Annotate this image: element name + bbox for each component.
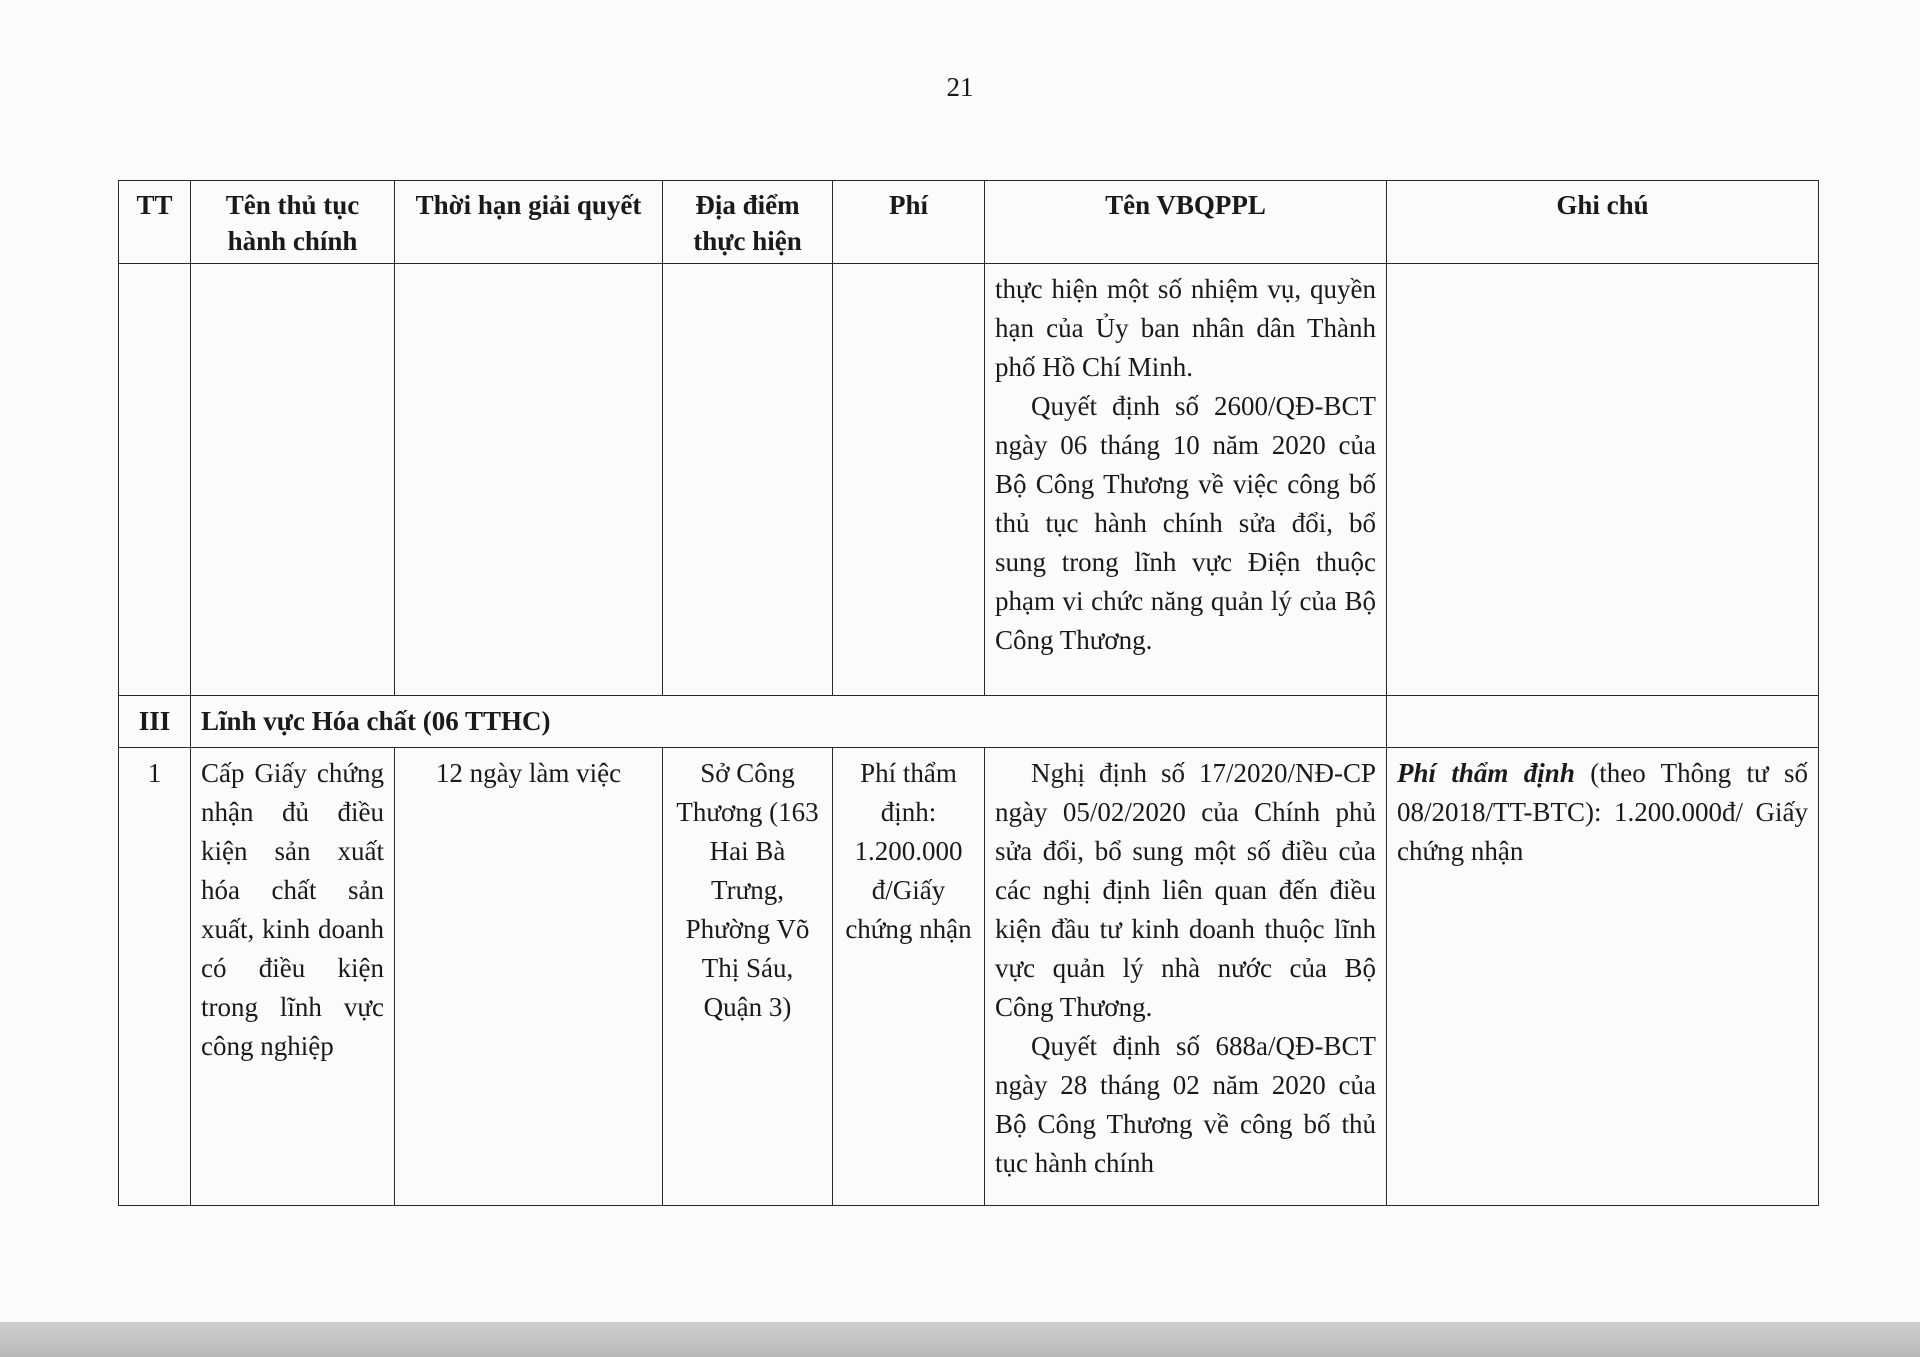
section-row: [119, 696, 1819, 748]
legal-docs-decision-688a: Quyết định số 688a/QĐ-BCT ngày 28 tháng 02 năm 2020 của Bộ Công Thương về công bố thủ tục hành chính: [995, 1031, 1376, 1178]
row-fee: Phí thẩm định: 1.200.000 đ/Giấy chứng nhận: [833, 748, 985, 1206]
section-number: III: [119, 696, 191, 748]
row-procedure-name: Cấp Giấy chứng nhận đủ điều kiện sản xuất hóa chất sản xuất, kinh doanh có điều kiện trong lĩnh vực công nghiệp: [191, 748, 395, 1206]
notes-text: [1397, 754, 1808, 871]
legal-docs-decree-17: Nghị định số 17/2020/NĐ-CP ngày 05/02/2020 của Chính phủ sửa đổi, bổ sung một số điều của các nghị định liên quan đến điều kiện đầu tư kinh doanh thuộc lĩnh vực quản lý nhà nước của Bộ Công Thương.: [995, 758, 1376, 1022]
table-row-continuation: [119, 264, 1819, 696]
cell-location-empty: [663, 264, 833, 696]
section-title: Lĩnh vực Hóa chất (06 TTHC): [191, 696, 1387, 748]
cell-duration-empty: [395, 264, 663, 696]
procedures-table: [118, 180, 1819, 1206]
header-procedure-name: Tên thủ tục hành chính: [191, 181, 395, 264]
table-header-row: [119, 181, 1819, 264]
notes-fee-label: Phí thẩm định: [1397, 758, 1575, 788]
header-notes: Ghi chú: [1387, 181, 1819, 264]
row-duration: 12 ngày làm việc: [395, 748, 663, 1206]
row-location: Sở Công Thương (163 Hai Bà Trưng, Phường Võ Thị Sáu, Quận 3): [663, 748, 833, 1206]
legal-docs-decision-2600: Quyết định số 2600/QĐ-BCT ngày 06 tháng 10 năm 2020 của Bộ Công Thương về việc công bố thủ tục hành chính sửa đổi, bổ sung trong lĩnh vực Điện thuộc phạm vi chức năng quản lý của Bộ Công Thương.: [995, 391, 1376, 655]
cell-tt-empty: [119, 264, 191, 696]
scan-bottom-edge: [0, 1322, 1920, 1357]
notes-fee-detail: (theo Thông tư số 08/2018/TT-BTC): 1.200.000đ/ Giấy chứng nhận: [1397, 758, 1808, 866]
table-row: [119, 748, 1819, 1206]
header-tt: TT: [119, 181, 191, 264]
row-tt: 1: [119, 748, 191, 1206]
cell-notes-empty: [1387, 264, 1819, 696]
cell-procedure-empty: [191, 264, 395, 696]
header-location: Địa điểm thực hiện: [663, 181, 833, 264]
row-legal-docs: [985, 748, 1387, 1206]
header-legal-docs: Tên VBQPPL: [985, 181, 1387, 264]
cell-fee-empty: [833, 264, 985, 696]
row-notes: [1387, 748, 1819, 1206]
page-number: 21: [946, 72, 974, 102]
section-notes-empty: [1387, 696, 1819, 748]
cell-legal-docs-continuation: [985, 264, 1387, 696]
legal-docs-continued-text: thực hiện một số nhiệm vụ, quyền hạn của Ủy ban nhân dân Thành phố Hồ Chí Minh.: [995, 274, 1376, 382]
header-duration: Thời hạn giải quyết: [395, 181, 663, 264]
header-fee: Phí: [833, 181, 985, 264]
